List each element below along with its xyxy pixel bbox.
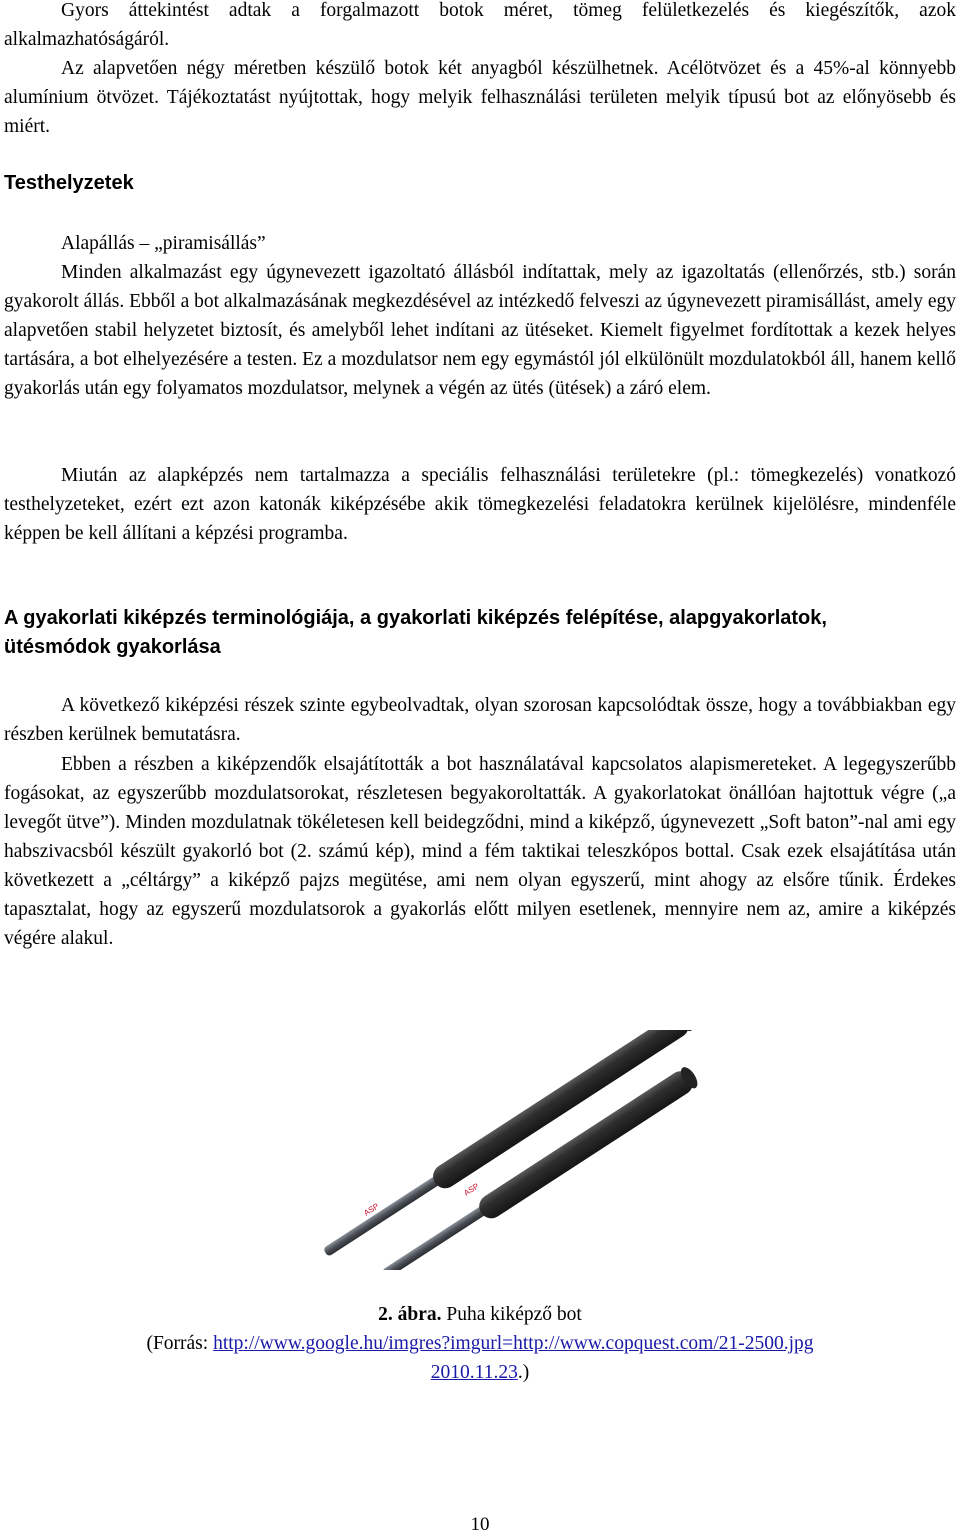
baton-logo-front: ASP <box>362 1201 381 1218</box>
soft-baton-image <box>270 1030 740 1270</box>
baton-logo-back: ASP <box>462 1181 481 1198</box>
page-number: 10 <box>470 1514 490 1535</box>
section-heading-terminologia: A gyakorlati kiképzés terminológiája, a gyakorlati kiképzés felépítése, alapgyakorlatok, ütésmódok gyakorlása <box>4 607 827 658</box>
figure-label: 2. ábra. <box>378 1304 442 1325</box>
intro-paragraph-1: Gyors áttekintést adtak a forgalmazott botok méret, tömeg felületkezelés és kiegészítők, azok alkalmazhatóságáról. <box>4 0 956 50</box>
figure-source <box>0 1329 960 1358</box>
subheading-alapallas: Alapállás – „piramisállás” <box>61 233 266 254</box>
section-heading-testhelyzetek: Testhelyzetek <box>4 172 134 194</box>
testhelyzetek-paragraph-2: Miután az alapképzés nem tartalmazza a speciális felhasználási területekre (pl.: tömegkezelés) vonatkozó testhelyzeteket, ezért ezt azon katonák kiképzésébe akik tömegkezelési feladatokra kerülnek kijelölésre, mindenféle képpen be kell állítani a képzési programba. <box>4 465 956 544</box>
terminologia-paragraph-2: Ebben a részben a kiképzendők elsajátították a bot használatával kapcsolatos alapismereteket. A legegyszerűbb fogásokat, az egyszerűbb mozdulatsorokat, részletesen begyakoroltatták. A gyakorlatokat önállóan hajtottuk végre („a levegőt ütve”). Minden mozdulatnak tökéletesen kell beidegződni, mind a kiképző, úgynevezett „Soft baton”-nal ami egy habszivacsból készült gyakorló bot (2. számú kép), mind a fém taktikai teleszkópos bottal. Csak ezek elsajátítása után következett a „céltárgy” a kiképző pajzs megütése, ami nem olyan egyszerű, mint ahogy az elsőre tűnik. Érdekes tapasztalat, hogy az egyszerű mozdulatsorok a gyakorlás előtt milyen esetlenek, mennyire nem az, amire a kiképzés végére alakul. <box>4 754 956 949</box>
intro-paragraph-2: Az alapvetően négy méretben készülő botok két anyagból készülhetnek. Acélötvözet és a 45%-al könnyebb alumínium ötvözet. Tájékoztatást nyújtottak, hogy melyik felhasználási területen melyik típusú bot az előnyösebb és miért. <box>4 58 956 137</box>
baton-back <box>319 1030 696 1264</box>
figure-source-link[interactable]: http://www.google.hu/imgres?imgurl=http://www.copquest.com/21-2500.jpg <box>213 1333 814 1354</box>
figure-soft-batons <box>270 1030 740 1270</box>
figure-source-date[interactable]: 2010.11.23 <box>430 1362 518 1383</box>
baton-front <box>378 1064 701 1270</box>
figure-source-date-line <box>0 1358 960 1387</box>
figure-title: Puha kiképző bot <box>446 1304 582 1325</box>
figure-source-suffix: .) <box>517 1362 530 1383</box>
testhelyzetek-paragraph-1: Minden alkalmazást egy úgynevezett igazoltató állásból indítattak, mely az igazoltatás (ellenőrzés, stb.) során gyakorolt állás. Ebből a bot alkalmazásának megkezdésével az intézkedő felveszi az úgynevezett piramisállást, amely egy alapvetően stabil helyzetet biztosít, és amelyből lehet indítani az ütéseket. Kiemelt figyelmet fordítottak a kezek helyes tartására, a bot elhelyezésére a testen. Ez a mozdulatsor nem egy egymástól jól elkülönült mozdulatokból áll, hanem kellő gyakorlás után egy folyamatos mozdulatsor, melynek a végén az ütés (ütések) a záró elem. <box>4 262 956 399</box>
figure-caption <box>0 1300 960 1329</box>
figure-source-prefix: (Forrás: <box>146 1333 214 1354</box>
terminologia-paragraph-1: A következő kiképzési részek szinte egybeolvadtak, olyan szorosan kapcsolódtak össze, hogy a továbbiakban egy részben kerülnek bemutatásra. <box>4 695 956 745</box>
